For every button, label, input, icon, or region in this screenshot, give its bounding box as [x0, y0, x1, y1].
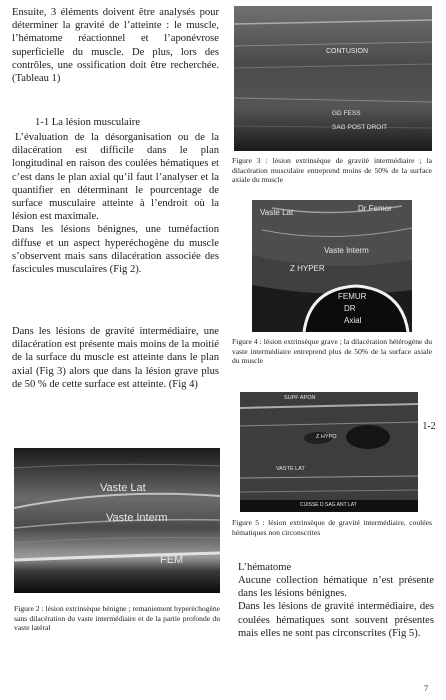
paragraph-benign: Dans les lésions bénignes, une tuméfaction diffuse et un aspect hyperéchogène du muscle s’observent mais sans dilacération associée des fascicules musculaires (Fig 2).: [12, 224, 219, 276]
label-vaste-lat: Vaste Lat: [100, 482, 146, 494]
hematome-text: [238, 574, 434, 640]
figure-5-caption: Figure 5 : lésion extrinsèque de gravité intermédiaire, coulées hématiques non circonscrites: [232, 518, 432, 537]
section-title-hematome: L’hématome: [238, 562, 292, 573]
section-title-muscle: 1-1 La lésion musculaire: [35, 117, 141, 128]
label-supf-apon: SUPF APON: [284, 395, 316, 401]
label-contusion: CONTUSION: [326, 48, 368, 55]
figure-2-caption: Figure 2 : lésion extrinsèque bénigne ; remaniement hyperéchogène sans dilacération du vaste intermédiaire et de la partie profonde du vaste latéral: [14, 604, 220, 633]
label-gd-fess: GD FESS: [332, 110, 361, 117]
label-vaste-interm: Vaste Interm: [324, 246, 369, 255]
muscle-lesion-text: [12, 131, 219, 276]
figure-5-side-marker: 1-2: [422, 421, 436, 432]
paragraph-intermediate: Dans les lésions de gravité intermédiaire, une dilacération est présente mais moins de la moitié de la surface du muscle est atteinte dans le plan axial (Fig 3) alors que dans la lésion grave plus de 50 % de cette surface est atteinte. (Fig 4): [12, 326, 219, 390]
paragraph-coulees: Dans les lésions de gravité intermédiaire, des coulées hématiques sont souvent présentes mais elles ne sont pas circonscrites (Fig 5).: [238, 601, 434, 639]
paragraph-evaluation: L’évaluation de la désorganisation ou de la dilacération est difficile dans le plan longitudinal en raison des coulées hématiques et c’est dans le plan axial qu’il faut l’analyser et la quantifier en déterminant le pourcentage de surface musculaire atteinte à l’endroit où la lésion est maximale.: [12, 132, 219, 223]
label-cuisse-sag: CUISSE D SAG ANT LAT: [300, 502, 357, 508]
label-dr-femor: Dr Femor: [358, 204, 392, 213]
label-vaste-interm: Vaste Interm: [106, 512, 168, 524]
figure-3-caption: Figure 3 : lésion extrinsèque de gravité intermédiaire ; la dilacération musculaire entreprend moins de 50% de la surface axiale du muscle: [232, 156, 432, 185]
label-fem: FEM: [160, 554, 184, 566]
label-z-hyper: Z HYPER: [290, 264, 325, 273]
label-axial: Axial: [344, 316, 362, 325]
paragraph-no-collection: Aucune collection hématique n’est présente dans les lésions bénignes.: [238, 575, 434, 600]
label-femur: FEMUR: [338, 292, 367, 301]
label-z-hypo: Z HYPO: [316, 434, 337, 440]
figure-2-ultrasound: [14, 448, 220, 593]
figure-3-ultrasound: [234, 6, 432, 151]
label-vaste-lat: Vaste Lat: [260, 208, 294, 217]
label-dr: DR: [344, 304, 356, 313]
label-sag-post-droit: SAG POST DROIT: [332, 124, 388, 131]
label-vaste-lat: VASTE LAT: [276, 466, 305, 472]
figure-4-caption: Figure 4 : lésion extrinsèque grave ; la dilacération hétérogène du vaste intermédiaire entreprend plus de 50% de la surface axiale du muscle: [232, 337, 432, 366]
figure-5-ultrasound: [240, 392, 418, 512]
intro-paragraph: Ensuite, 3 éléments doivent être analysés pour déterminer la gravité de l’atteinte : le muscle, l’hématome réactionnel et l’aponévrose superficielle du muscle. De plus, lors des contrôles, une ossification doit être recherchée. (Tableau 1): [12, 7, 219, 85]
figure-4-ultrasound: [252, 200, 412, 332]
page-number: 7: [424, 684, 428, 693]
